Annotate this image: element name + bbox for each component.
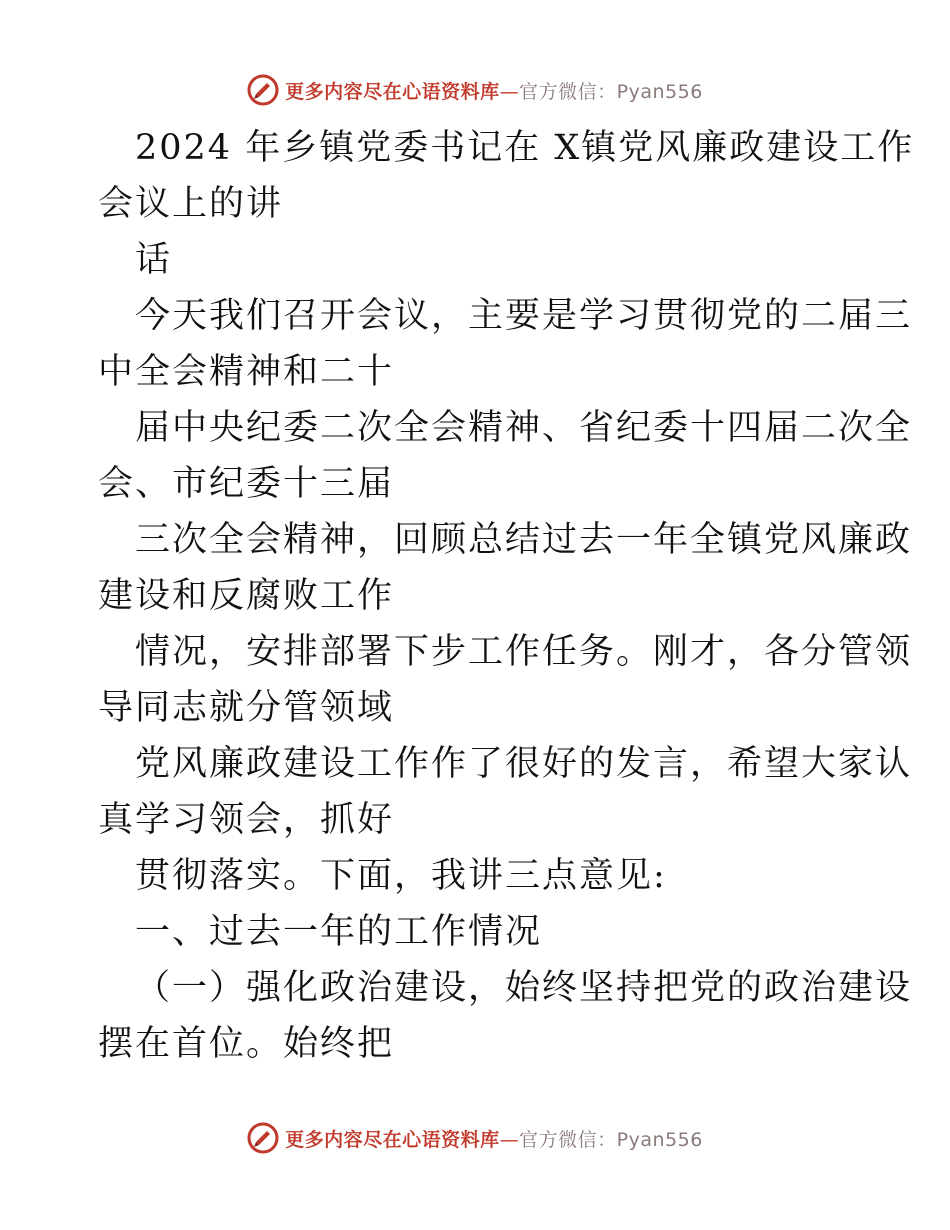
text-line: 会、市纪委十三届 bbox=[98, 464, 395, 504]
watermark-brand: 更多内容尽在心语资料库 bbox=[285, 1128, 500, 1151]
brand-logo-icon bbox=[247, 74, 279, 106]
header-watermark bbox=[0, 70, 950, 110]
watermark-text bbox=[285, 77, 703, 104]
watermark-separator: — bbox=[499, 1128, 520, 1151]
text-line: （一）强化政治建设，始终坚持把党的政治建设 bbox=[135, 968, 913, 1008]
footer-watermark bbox=[0, 1118, 950, 1158]
watermark-text bbox=[285, 1125, 703, 1152]
watermark-brand: 更多内容尽在心语资料库 bbox=[285, 80, 500, 103]
text-line: 届中央纪委二次全会精神、省纪委十四届二次全 bbox=[135, 408, 913, 448]
text-line: 摆在首位。始终把 bbox=[98, 1024, 395, 1064]
text-line: 一、过去一年的工作情况 bbox=[135, 912, 543, 952]
watermark-separator: — bbox=[499, 80, 520, 103]
text-line: 中全会精神和二十 bbox=[98, 352, 395, 392]
text-line: 建设和反腐败工作 bbox=[98, 576, 395, 616]
brand-logo-icon bbox=[247, 1122, 279, 1154]
text-line: 2024 年乡镇党委书记在 X镇党风廉政建设工作 bbox=[135, 128, 915, 168]
document-body bbox=[98, 120, 915, 1072]
text-line: 三次全会精神，回顾总结过去一年全镇党风廉政 bbox=[135, 520, 913, 560]
text-line: 导同志就分管领域 bbox=[98, 688, 395, 728]
watermark-wechat: 官方微信：Pyan556 bbox=[519, 80, 703, 103]
text-line: 真学习领会，抓好 bbox=[98, 800, 395, 840]
text-line: 今天我们召开会议，主要是学习贯彻党的二届三 bbox=[135, 296, 913, 336]
text-line: 贯彻落实。下面，我讲三点意见: bbox=[135, 856, 667, 896]
text-line: 情况，安排部署下步工作任务。刚才，各分管领 bbox=[135, 632, 913, 672]
watermark-wechat: 官方微信：Pyan556 bbox=[519, 1128, 703, 1151]
text-line: 会议上的讲 bbox=[98, 184, 284, 224]
text-line: 党风廉政建设工作作了很好的发言，希望大家认 bbox=[135, 744, 913, 784]
text-line: 话 bbox=[135, 240, 173, 280]
